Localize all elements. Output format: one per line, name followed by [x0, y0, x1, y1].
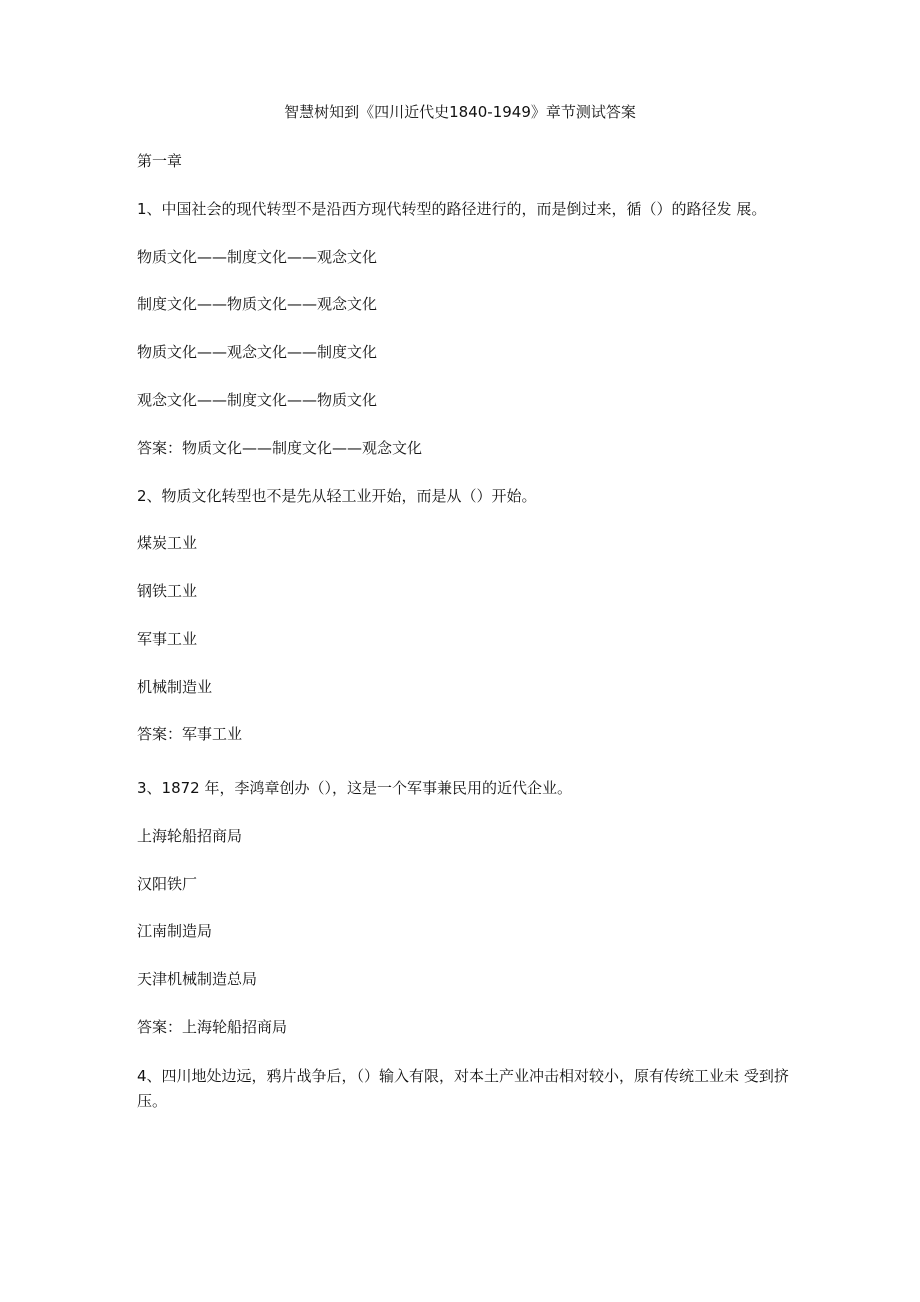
question-2-option-2: 钢铁工业	[137, 582, 198, 600]
question-1-option-2: 制度文化——物质文化——观念文化	[137, 295, 378, 313]
question-3-answer: 答案：上海轮船招商局	[137, 1018, 288, 1036]
question-1-stem: 1、中国社会的现代转型不是沿西方现代转型的路径进行的，而是倒过来，循（）的路径发 展。	[137, 200, 767, 218]
question-3-stem: 3、1872 年，李鸿章创办（），这是一个军事兼民用的近代企业。	[137, 779, 572, 797]
question-2-option-3: 军事工业	[137, 630, 198, 648]
question-2-answer: 答案：军事工业	[137, 725, 243, 743]
chapter-heading: 第一章	[137, 152, 183, 170]
question-3-option-4: 天津机械制造总局	[137, 970, 258, 988]
question-4-stem: 4、四川地处边远，鸦片战争后，（）输入有限，对本土产业冲击相对较小，原有传统工业未 受到挤压。	[137, 1067, 789, 1110]
question-3-option-3: 江南制造局	[137, 922, 213, 940]
question-1-option-3: 物质文化——观念文化——制度文化	[137, 343, 378, 361]
question-1-answer: 答案：物质文化——制度文化——观念文化	[137, 439, 423, 457]
question-2-option-1: 煤炭工业	[137, 534, 198, 552]
question-3-option-1: 上海轮船招商局	[137, 827, 243, 845]
document-title: 智慧树知到《四川近代史1840-1949》章节测试答案	[284, 103, 636, 121]
question-1-option-4: 观念文化——制度文化——物质文化	[137, 391, 378, 409]
question-3-option-2: 汉阳铁厂	[137, 875, 198, 893]
question-2-option-4: 机械制造业	[137, 678, 213, 696]
question-2-stem: 2、物质文化转型也不是先从轻工业开始，而是从（）开始。	[137, 487, 537, 505]
question-1-option-1: 物质文化——制度文化——观念文化	[137, 248, 378, 266]
